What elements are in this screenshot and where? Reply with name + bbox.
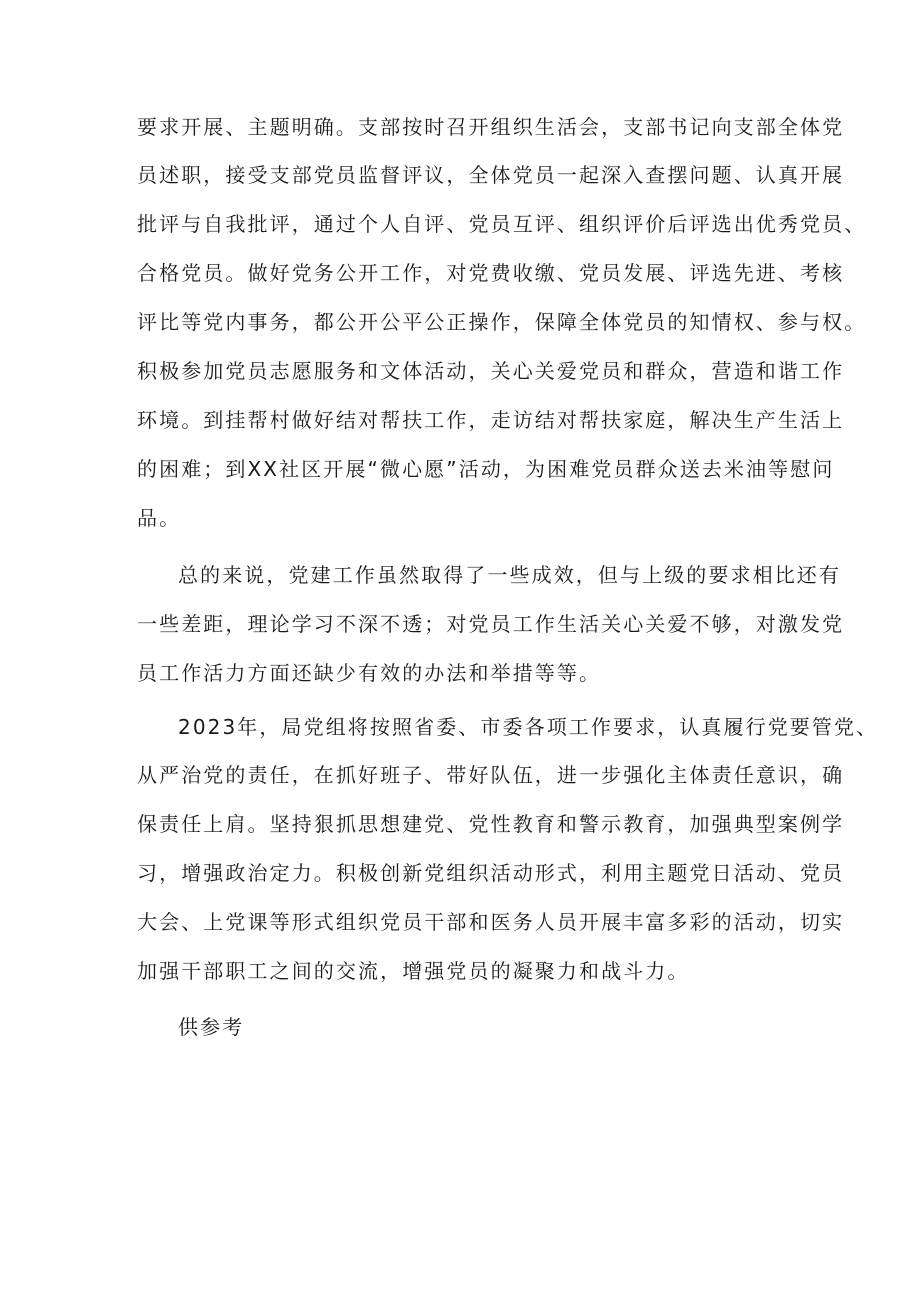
paragraph-2-line-2: 一些差距，理论学习不深不透；对党员工作生活关心关爱不够，对激发党 (137, 612, 845, 636)
paragraph-3-line-3: 保责任上肩。坚持狠抓思想建党、党性教育和警示教育，加强典型案例学 (137, 812, 845, 836)
paragraph-1-line-4: 合格党员。做好党务公开工作，对党费收缴、党员发展、评选先进、考核 (137, 261, 845, 285)
paragraph-3-line-2: 从严治党的责任，在抓好班子、带好队伍，进一步强化主体责任意识，确 (137, 763, 845, 787)
paragraph-1-line-6: 积极参加党员志愿服务和文体活动，关心关爱党员和群众，营造和谐工作 (137, 359, 845, 383)
closing-note: 供参考 (178, 1015, 245, 1039)
paragraph-3-line-4: 习，增强政治定力。积极创新党组织活动形式，利用主题党日活动、党员 (137, 861, 845, 885)
paragraph-1-line-5: 评比等党内事务，都公开公平公正操作，保障全体党员的知情权、参与权。 (137, 310, 867, 334)
paragraph-3-line-1: 2023年，局党组将按照省委、市委各项工作要求，认真履行党要管党、 (178, 715, 879, 739)
paragraph-1-line-3: 批评与自我批评，通过个人自评、党员互评、组织评价后评选出优秀党员、 (137, 212, 867, 236)
paragraph-1-line-2: 员述职，接受支部党员监督评议，全体党员一起深入查摆问题、认真开展 (137, 163, 845, 187)
paragraph-1-line-8: 的困难；到XX社区开展“微心愿”活动，为困难党员群众送去米油等慰问 (137, 457, 835, 481)
paragraph-3-line-5: 大会、上党课等形式组织党员干部和医务人员开展丰富多彩的活动，切实 (137, 910, 845, 934)
paragraph-1-line-9: 品。 (137, 506, 182, 530)
paragraph-1-line-7: 环境。到挂帮村做好结对帮扶工作，走访结对帮扶家庭，解决生产生活上 (137, 408, 845, 432)
paragraph-1-line-1: 要求开展、主题明确。支部按时召开组织生活会，支部书记向支部全体党 (137, 115, 845, 139)
paragraph-2-line-1: 总的来说，党建工作虽然取得了一些成效，但与上级的要求相比还有 (178, 563, 841, 587)
paragraph-3-line-6: 加强干部职工之间的交流，增强党员的凝聚力和战斗力。 (137, 959, 690, 983)
paragraph-2-line-3: 员工作活力方面还缺少有效的办法和举措等等。 (137, 661, 602, 685)
